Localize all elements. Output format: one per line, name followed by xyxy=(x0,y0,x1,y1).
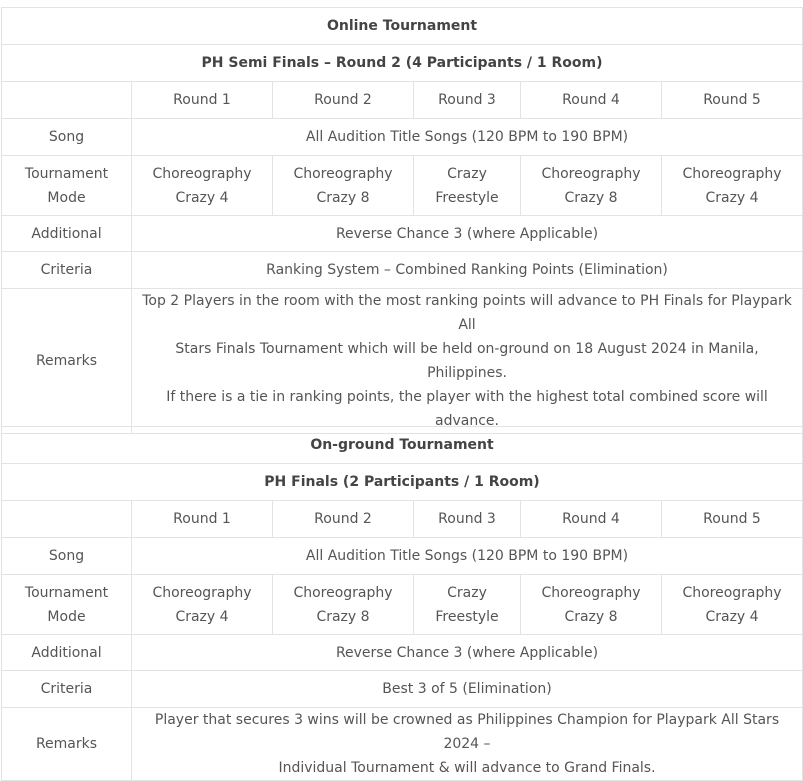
remarks-line: Stars Finals Tournament which will be held on-ground on 18 August 2024 in Manila, Philippines. xyxy=(175,341,759,381)
rounds-header-row xyxy=(2,82,803,119)
mode-line: Crazy 8 xyxy=(316,189,370,206)
remarks-line: If there is a tie in ranking points, the player with the highest total combined score will advance. xyxy=(166,389,768,429)
song-value: All Audition Title Songs (120 BPM to 190 BPM) xyxy=(132,119,803,156)
table-title-row xyxy=(2,427,803,464)
song-row xyxy=(2,119,803,156)
mode-line: Crazy 4 xyxy=(175,189,229,206)
mode-cell xyxy=(662,156,803,216)
criteria-value: Best 3 of 5 (Elimination) xyxy=(132,671,803,708)
mode-line: Crazy 4 xyxy=(705,608,759,625)
mode-cell xyxy=(414,156,521,216)
table-subtitle-row xyxy=(2,464,803,501)
table-title: On-ground Tournament xyxy=(2,427,803,464)
song-value: All Audition Title Songs (120 BPM to 190 BPM) xyxy=(132,538,803,575)
round-header: Round 5 xyxy=(662,82,803,119)
row-label: Song xyxy=(2,538,132,575)
round-header: Round 2 xyxy=(273,82,414,119)
row-label: Remarks xyxy=(2,289,132,434)
song-row xyxy=(2,538,803,575)
mode-line: Crazy 4 xyxy=(175,608,229,625)
table-subtitle-row xyxy=(2,45,803,82)
round-header: Round 2 xyxy=(273,501,414,538)
empty-corner-cell xyxy=(2,501,132,538)
remarks-line: Individual Tournament & will advance to Grand Finals. xyxy=(278,760,656,776)
round-header: Round 1 xyxy=(132,82,273,119)
tournament-mode-row xyxy=(2,156,803,216)
mode-line: Choreography xyxy=(293,584,393,601)
mode-line: Crazy xyxy=(447,165,487,182)
mode-cell xyxy=(132,156,273,216)
table-title-row xyxy=(2,8,803,45)
mode-line: Choreography xyxy=(541,165,641,182)
additional-value: Reverse Chance 3 (where Applicable) xyxy=(132,216,803,252)
mode-line: Crazy 8 xyxy=(316,608,370,625)
additional-value: Reverse Chance 3 (where Applicable) xyxy=(132,635,803,671)
round-header: Round 4 xyxy=(521,82,662,119)
mode-line: Choreography xyxy=(293,165,393,182)
label-line: Tournament xyxy=(24,584,109,601)
mode-line: Crazy 8 xyxy=(564,608,618,625)
row-label: Remarks xyxy=(2,708,132,781)
mode-line: Freestyle xyxy=(435,189,499,206)
mode-line: Crazy 4 xyxy=(705,189,759,206)
mode-line: Choreography xyxy=(152,165,252,182)
mode-cell xyxy=(273,156,414,216)
row-label: Additional xyxy=(2,635,132,671)
remarks-row xyxy=(2,708,803,781)
remarks-line: Player that secures 3 wins will be crowned as Philippines Champion for Playpark All Stars 2024 – xyxy=(154,712,780,752)
round-header: Round 5 xyxy=(662,501,803,538)
mode-line: Choreography xyxy=(682,584,782,601)
round-header: Round 1 xyxy=(132,501,273,538)
criteria-row xyxy=(2,252,803,289)
row-label: Criteria xyxy=(2,671,132,708)
additional-row xyxy=(2,216,803,252)
row-label: Song xyxy=(2,119,132,156)
mode-cell xyxy=(132,575,273,635)
mode-cell xyxy=(414,575,521,635)
criteria-value: Ranking System – Combined Ranking Points (Elimination) xyxy=(132,252,803,289)
round-header: Round 4 xyxy=(521,501,662,538)
mode-line: Choreography xyxy=(541,584,641,601)
empty-corner-cell xyxy=(2,82,132,119)
row-label: Additional xyxy=(2,216,132,252)
round-header: Round 3 xyxy=(414,82,521,119)
criteria-row xyxy=(2,671,803,708)
remarks-value xyxy=(132,289,803,434)
tournament-mode-row xyxy=(2,575,803,635)
remarks-line: Top 2 Players in the room with the most ranking points will advance to PH Finals for Playpark All xyxy=(142,293,792,333)
mode-cell xyxy=(521,156,662,216)
row-label xyxy=(2,156,132,216)
mode-line: Crazy xyxy=(447,584,487,601)
round-header: Round 3 xyxy=(414,501,521,538)
rounds-header-row xyxy=(2,501,803,538)
mode-line: Choreography xyxy=(682,165,782,182)
onground-tournament-table xyxy=(1,426,803,781)
mode-cell xyxy=(521,575,662,635)
remarks-row xyxy=(2,289,803,434)
online-tournament-table xyxy=(1,7,803,434)
label-line: Tournament xyxy=(24,165,109,182)
mode-line: Freestyle xyxy=(435,608,499,625)
row-label: Criteria xyxy=(2,252,132,289)
table-title: Online Tournament xyxy=(2,8,803,45)
label-line: Mode xyxy=(47,608,86,625)
mode-cell xyxy=(662,575,803,635)
remarks-value xyxy=(132,708,803,781)
table-subtitle: PH Finals (2 Participants / 1 Room) xyxy=(2,464,803,501)
label-line: Mode xyxy=(47,189,86,206)
mode-line: Choreography xyxy=(152,584,252,601)
mode-line: Crazy 8 xyxy=(564,189,618,206)
additional-row xyxy=(2,635,803,671)
row-label xyxy=(2,575,132,635)
mode-cell xyxy=(273,575,414,635)
table-subtitle: PH Semi Finals – Round 2 (4 Participants / 1 Room) xyxy=(2,45,803,82)
